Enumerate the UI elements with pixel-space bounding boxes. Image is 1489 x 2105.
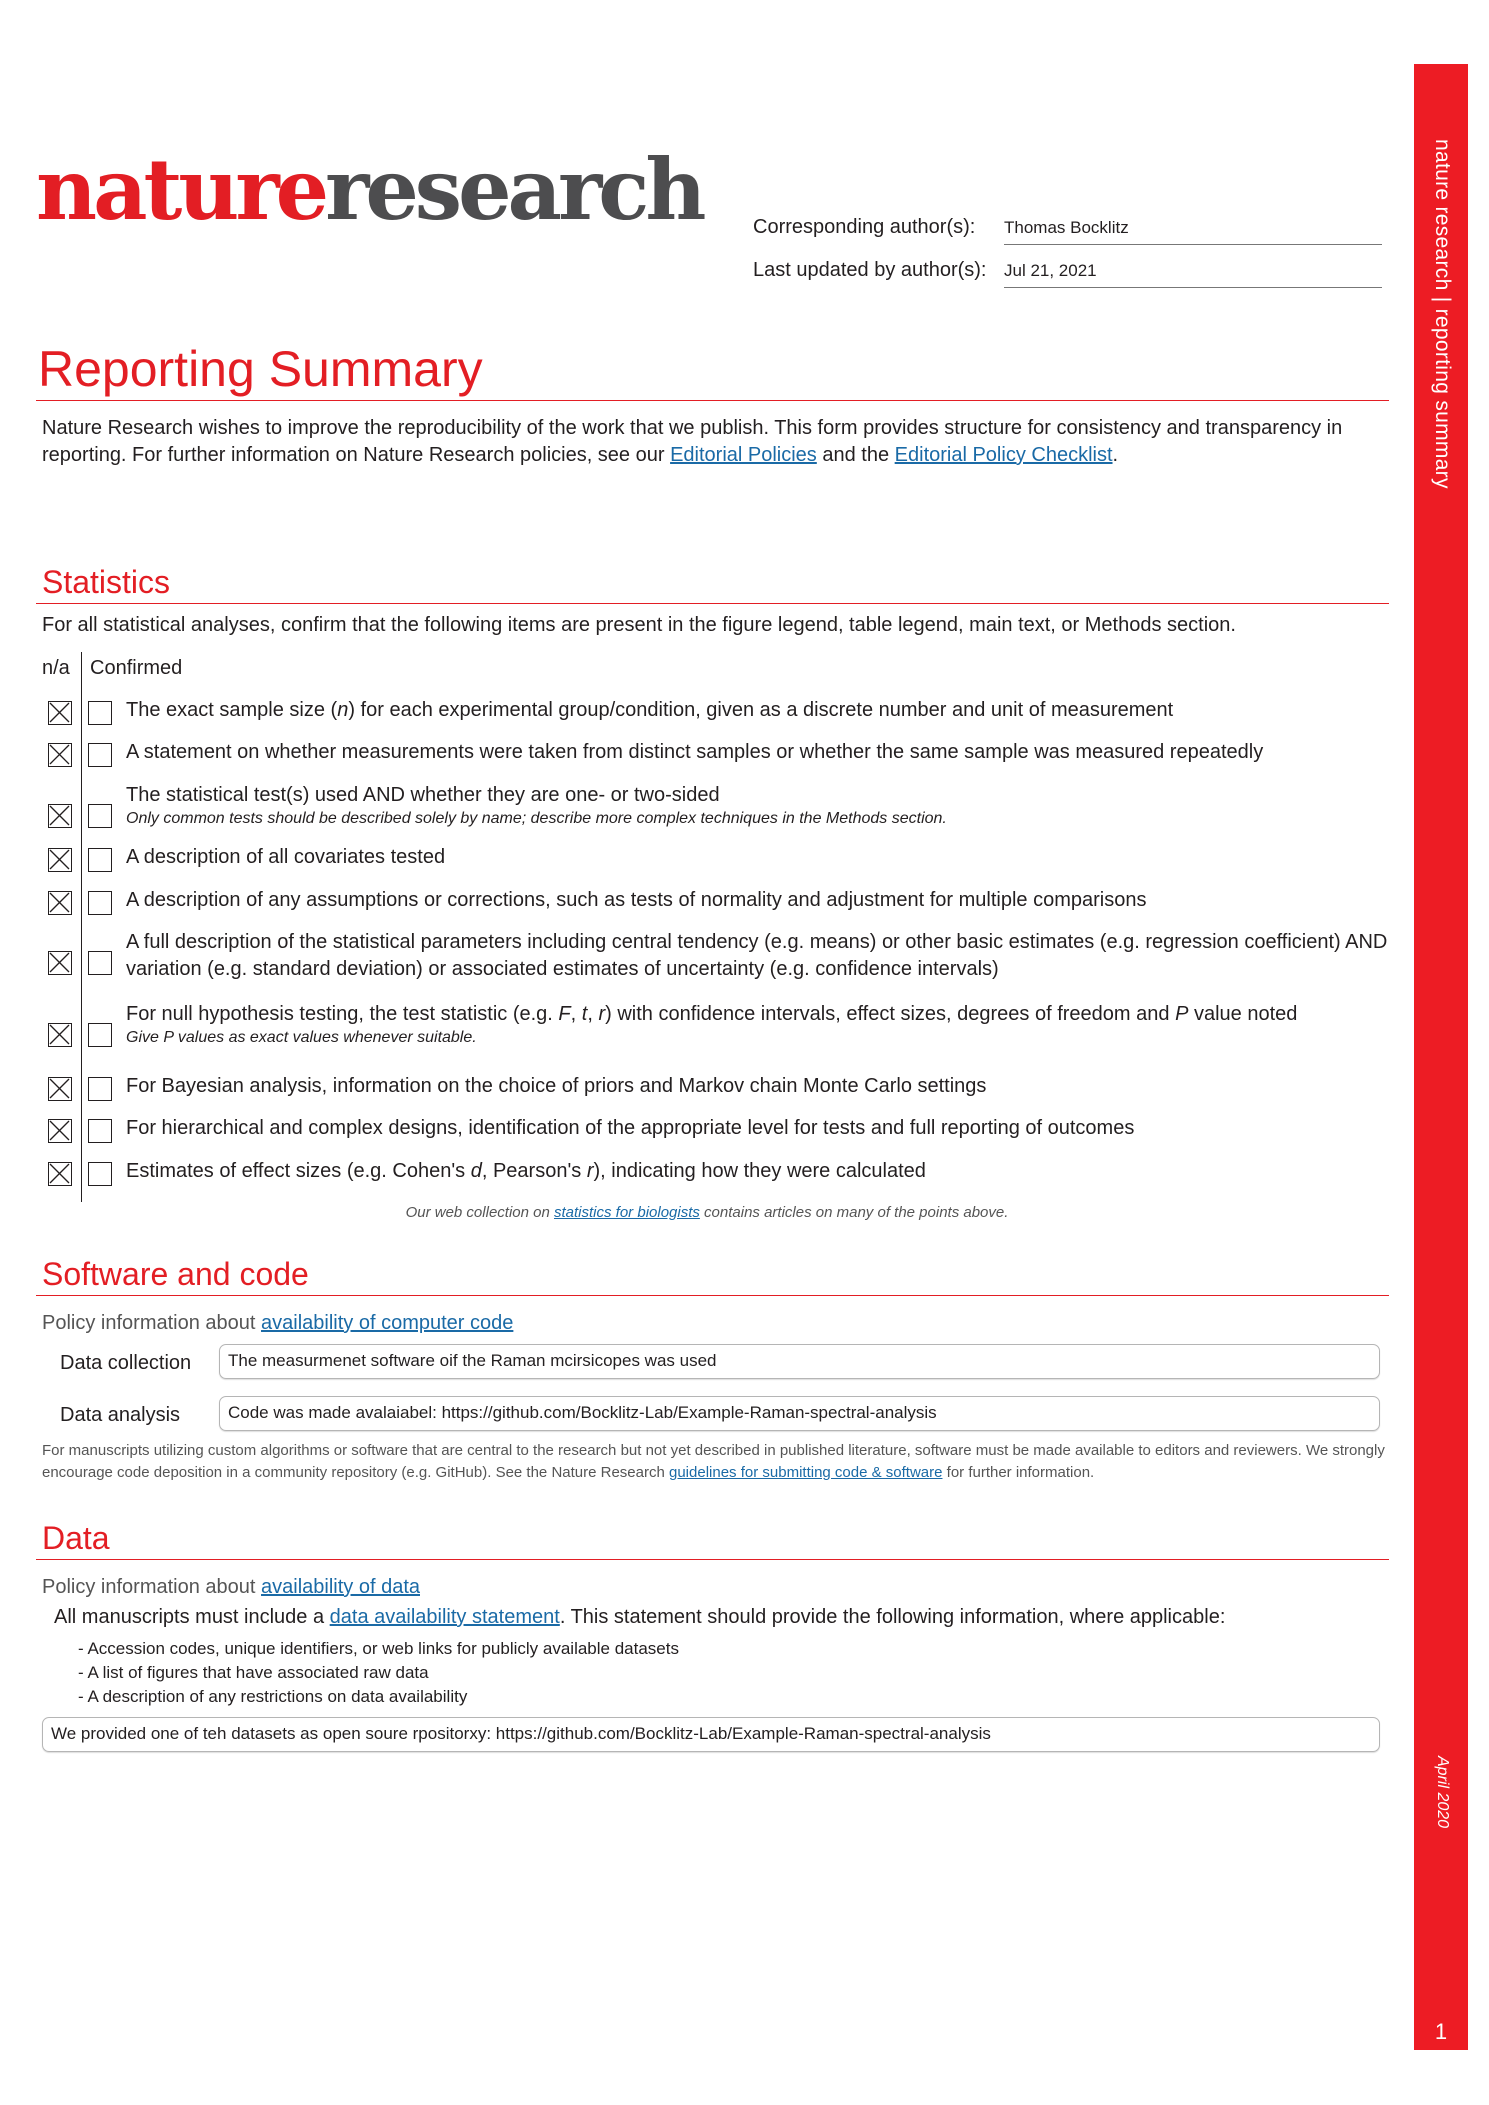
checked-x-icon bbox=[49, 744, 70, 765]
statistics-footer: Our web collection on statistics for biologists contains articles on many of the points above. bbox=[405, 1204, 1009, 1221]
data-rule bbox=[36, 1559, 1389, 1560]
editorial-policy-checklist-link[interactable]: Editorial Policy Checklist bbox=[894, 444, 1113, 466]
code-guidelines-link[interactable]: guidelines for submitting code & software bbox=[669, 1464, 943, 1481]
checked-x-icon bbox=[49, 849, 70, 870]
na-checkbox[interactable] bbox=[48, 951, 72, 975]
checked-x-icon bbox=[49, 702, 70, 723]
checklist-item-text bbox=[126, 1115, 1391, 1142]
side-bar: nature research | reporting summary April 2020 1 bbox=[1414, 64, 1468, 2050]
confirmed-checkbox[interactable] bbox=[88, 701, 112, 725]
page-number: 1 bbox=[1434, 2019, 1448, 2044]
software-heading: Software and code bbox=[42, 1256, 309, 1292]
item-text-part: , bbox=[587, 1003, 599, 1025]
data-heading: Data bbox=[42, 1520, 110, 1556]
last-updated-field[interactable]: Jul 21, 2021 bbox=[1004, 261, 1382, 288]
italic-symbol: n bbox=[337, 699, 349, 721]
item-note: Only common tests should be described solely by name; describe more complex techniques in the Methods section. bbox=[126, 810, 947, 827]
item-text-part: A full description of the statistical parameters including central tendency (e.g. means) or other basic estimates (e.g. regression coefficient) AND variation (e.g. standard deviation) or associated estimates of uncertainty (e.g. confidence intervals) bbox=[126, 931, 1388, 980]
confirmed-checkbox[interactable] bbox=[88, 1162, 112, 1186]
statistics-rule bbox=[36, 603, 1389, 604]
corresponding-author-field[interactable]: Thomas Bocklitz bbox=[1004, 218, 1382, 245]
checklist-item-text bbox=[126, 1001, 1391, 1048]
confirmed-checkbox[interactable] bbox=[88, 1077, 112, 1101]
checklist-item-text bbox=[126, 929, 1391, 983]
na-checkbox[interactable] bbox=[48, 701, 72, 725]
data-statement-text: All manuscripts must include a data availability statement. This statement should provide the following information, where applicable: bbox=[54, 1606, 1226, 1628]
item-text-part: ) with confidence intervals, effect sizes, degrees of freedom and bbox=[605, 1003, 1176, 1025]
confirmed-checkbox[interactable] bbox=[88, 891, 112, 915]
italic-symbol: F bbox=[558, 1003, 571, 1025]
item-note: Give P values as exact values whenever suitable. bbox=[126, 1029, 477, 1046]
data-availability-statement-link[interactable]: data availability statement bbox=[329, 1606, 560, 1628]
checked-x-icon bbox=[49, 805, 70, 826]
checklist-item-text bbox=[126, 1158, 1391, 1185]
data-collection-field[interactable]: The measurmenet software oif the Raman mcirsicopes was used bbox=[219, 1344, 1380, 1379]
statistics-intro: For all statistical analyses, confirm that the following items are present in the figure legend, table legend, main text, or Methods section. bbox=[42, 614, 1236, 636]
last-updated-label: Last updated by author(s): bbox=[753, 259, 987, 281]
checklist-item-text bbox=[126, 887, 1391, 914]
item-text-part: value noted bbox=[1188, 1003, 1298, 1025]
na-checkbox[interactable] bbox=[48, 1077, 72, 1101]
page-title: Reporting Summary bbox=[38, 341, 483, 397]
item-text-part: ) for each experimental group/condition, given as a discrete number and unit of measurement bbox=[348, 699, 1174, 721]
checklist-item-text bbox=[126, 782, 1391, 829]
item-text-part: ), indicating how they were calculated bbox=[593, 1160, 926, 1182]
na-checkbox[interactable] bbox=[48, 1119, 72, 1143]
na-checkbox[interactable] bbox=[48, 1162, 72, 1186]
data-analysis-field[interactable]: Code was made avalaiabel: https://github.com/Bocklitz-Lab/Example-Raman-spectral-analysis bbox=[219, 1396, 1380, 1431]
na-checkbox[interactable] bbox=[48, 891, 72, 915]
checked-x-icon bbox=[49, 1078, 70, 1099]
data-availability-field[interactable]: We provided one of teh datasets as open soure rpositorxy: https://github.com/Bocklitz-Lab/Example-Raman-spectral-analysis bbox=[42, 1717, 1380, 1752]
checked-x-icon bbox=[49, 1024, 70, 1045]
item-text-part: The exact sample size ( bbox=[126, 699, 338, 721]
col-confirmed-header: Confirmed bbox=[90, 657, 183, 679]
item-text-part: A description of all covariates tested bbox=[126, 846, 446, 868]
intro-text: Nature Research wishes to improve the reproducibility of the work that we publish. This form provides structure for consistency and transparency in reporting. For further information on Nature Research policies, see our Editorial Policies and the Editorial Policy Checklist. bbox=[42, 417, 1343, 466]
italic-symbol: t bbox=[581, 1003, 588, 1025]
title-rule bbox=[36, 400, 1389, 401]
item-text-part: The statistical test(s) used AND whether they are one- or two-sided bbox=[126, 784, 720, 806]
data-analysis-label: Data analysis bbox=[60, 1404, 181, 1426]
corresponding-author-label: Corresponding author(s): bbox=[753, 216, 976, 238]
checklist-item-text bbox=[126, 1073, 1391, 1100]
item-text-part: A description of any assumptions or corrections, such as tests of normality and adjustment for multiple comparisons bbox=[126, 889, 1147, 911]
software-rule bbox=[36, 1295, 1389, 1296]
item-text-part: For null hypothesis testing, the test statistic (e.g. bbox=[126, 1003, 559, 1025]
list-item: - A description of any restrictions on data availability bbox=[78, 1687, 468, 1706]
checked-x-icon bbox=[49, 1163, 70, 1184]
col-na-header: n/a bbox=[42, 657, 70, 679]
item-text-part: A statement on whether measurements were taken from distinct samples or whether the same sample was measured repeatedly bbox=[126, 741, 1264, 763]
italic-symbol: d bbox=[470, 1160, 482, 1182]
checked-x-icon bbox=[49, 892, 70, 913]
availability-of-data-link[interactable]: availability of data bbox=[261, 1576, 420, 1598]
na-checkbox[interactable] bbox=[48, 743, 72, 767]
na-checkbox[interactable] bbox=[48, 804, 72, 828]
checked-x-icon bbox=[49, 952, 70, 973]
nature-research-logo: natureresearch bbox=[36, 140, 703, 239]
list-item: - Accession codes, unique identifiers, or web links for publicly available datasets bbox=[78, 1639, 679, 1658]
italic-symbol: P bbox=[1175, 1003, 1189, 1025]
software-policy: Policy information about availability of computer code bbox=[42, 1312, 514, 1334]
availability-of-code-link[interactable]: availability of computer code bbox=[261, 1312, 514, 1334]
statistics-heading: Statistics bbox=[42, 564, 171, 600]
item-text-part: , Pearson's bbox=[481, 1160, 587, 1182]
italic-symbol: r bbox=[598, 1003, 606, 1025]
confirmed-checkbox[interactable] bbox=[88, 804, 112, 828]
confirmed-checkbox[interactable] bbox=[88, 1119, 112, 1143]
column-divider bbox=[81, 652, 82, 1202]
list-item: - A list of figures that have associated raw data bbox=[78, 1663, 429, 1682]
statistics-for-biologists-link[interactable]: statistics for biologists bbox=[554, 1204, 700, 1221]
checklist-item-text bbox=[126, 697, 1391, 724]
confirmed-checkbox[interactable] bbox=[88, 743, 112, 767]
item-text-part: For hierarchical and complex designs, identification of the appropriate level for tests and full reporting of outcomes bbox=[126, 1117, 1135, 1139]
item-text-part: Estimates of effect sizes (e.g. Cohen's bbox=[126, 1160, 471, 1182]
data-collection-label: Data collection bbox=[60, 1352, 192, 1374]
checklist-item-text bbox=[126, 739, 1391, 766]
checklist-item-text bbox=[126, 844, 1391, 871]
na-checkbox[interactable] bbox=[48, 1023, 72, 1047]
software-note: For manuscripts utilizing custom algorithms or software that are central to the research but not yet described in published literature, software must be made available to editors and reviewers. We strongly encourage code deposition in a community repository (e.g. GitHub). See the Nature Research guidelines for submitting code & software for further information. bbox=[42, 1442, 1385, 1481]
checked-x-icon bbox=[49, 1120, 70, 1141]
confirmed-checkbox[interactable] bbox=[88, 951, 112, 975]
na-checkbox[interactable] bbox=[48, 848, 72, 872]
italic-symbol: r bbox=[586, 1160, 594, 1182]
data-requirements-list bbox=[78, 1637, 679, 1709]
data-policy: Policy information about availability of data bbox=[42, 1576, 420, 1598]
confirmed-checkbox[interactable] bbox=[88, 848, 112, 872]
editorial-policies-link[interactable]: Editorial Policies bbox=[670, 444, 817, 466]
item-text-part: , bbox=[570, 1003, 582, 1025]
item-text-part: For Bayesian analysis, information on the choice of priors and Markov chain Monte Carlo settings bbox=[126, 1075, 987, 1097]
confirmed-checkbox[interactable] bbox=[88, 1023, 112, 1047]
